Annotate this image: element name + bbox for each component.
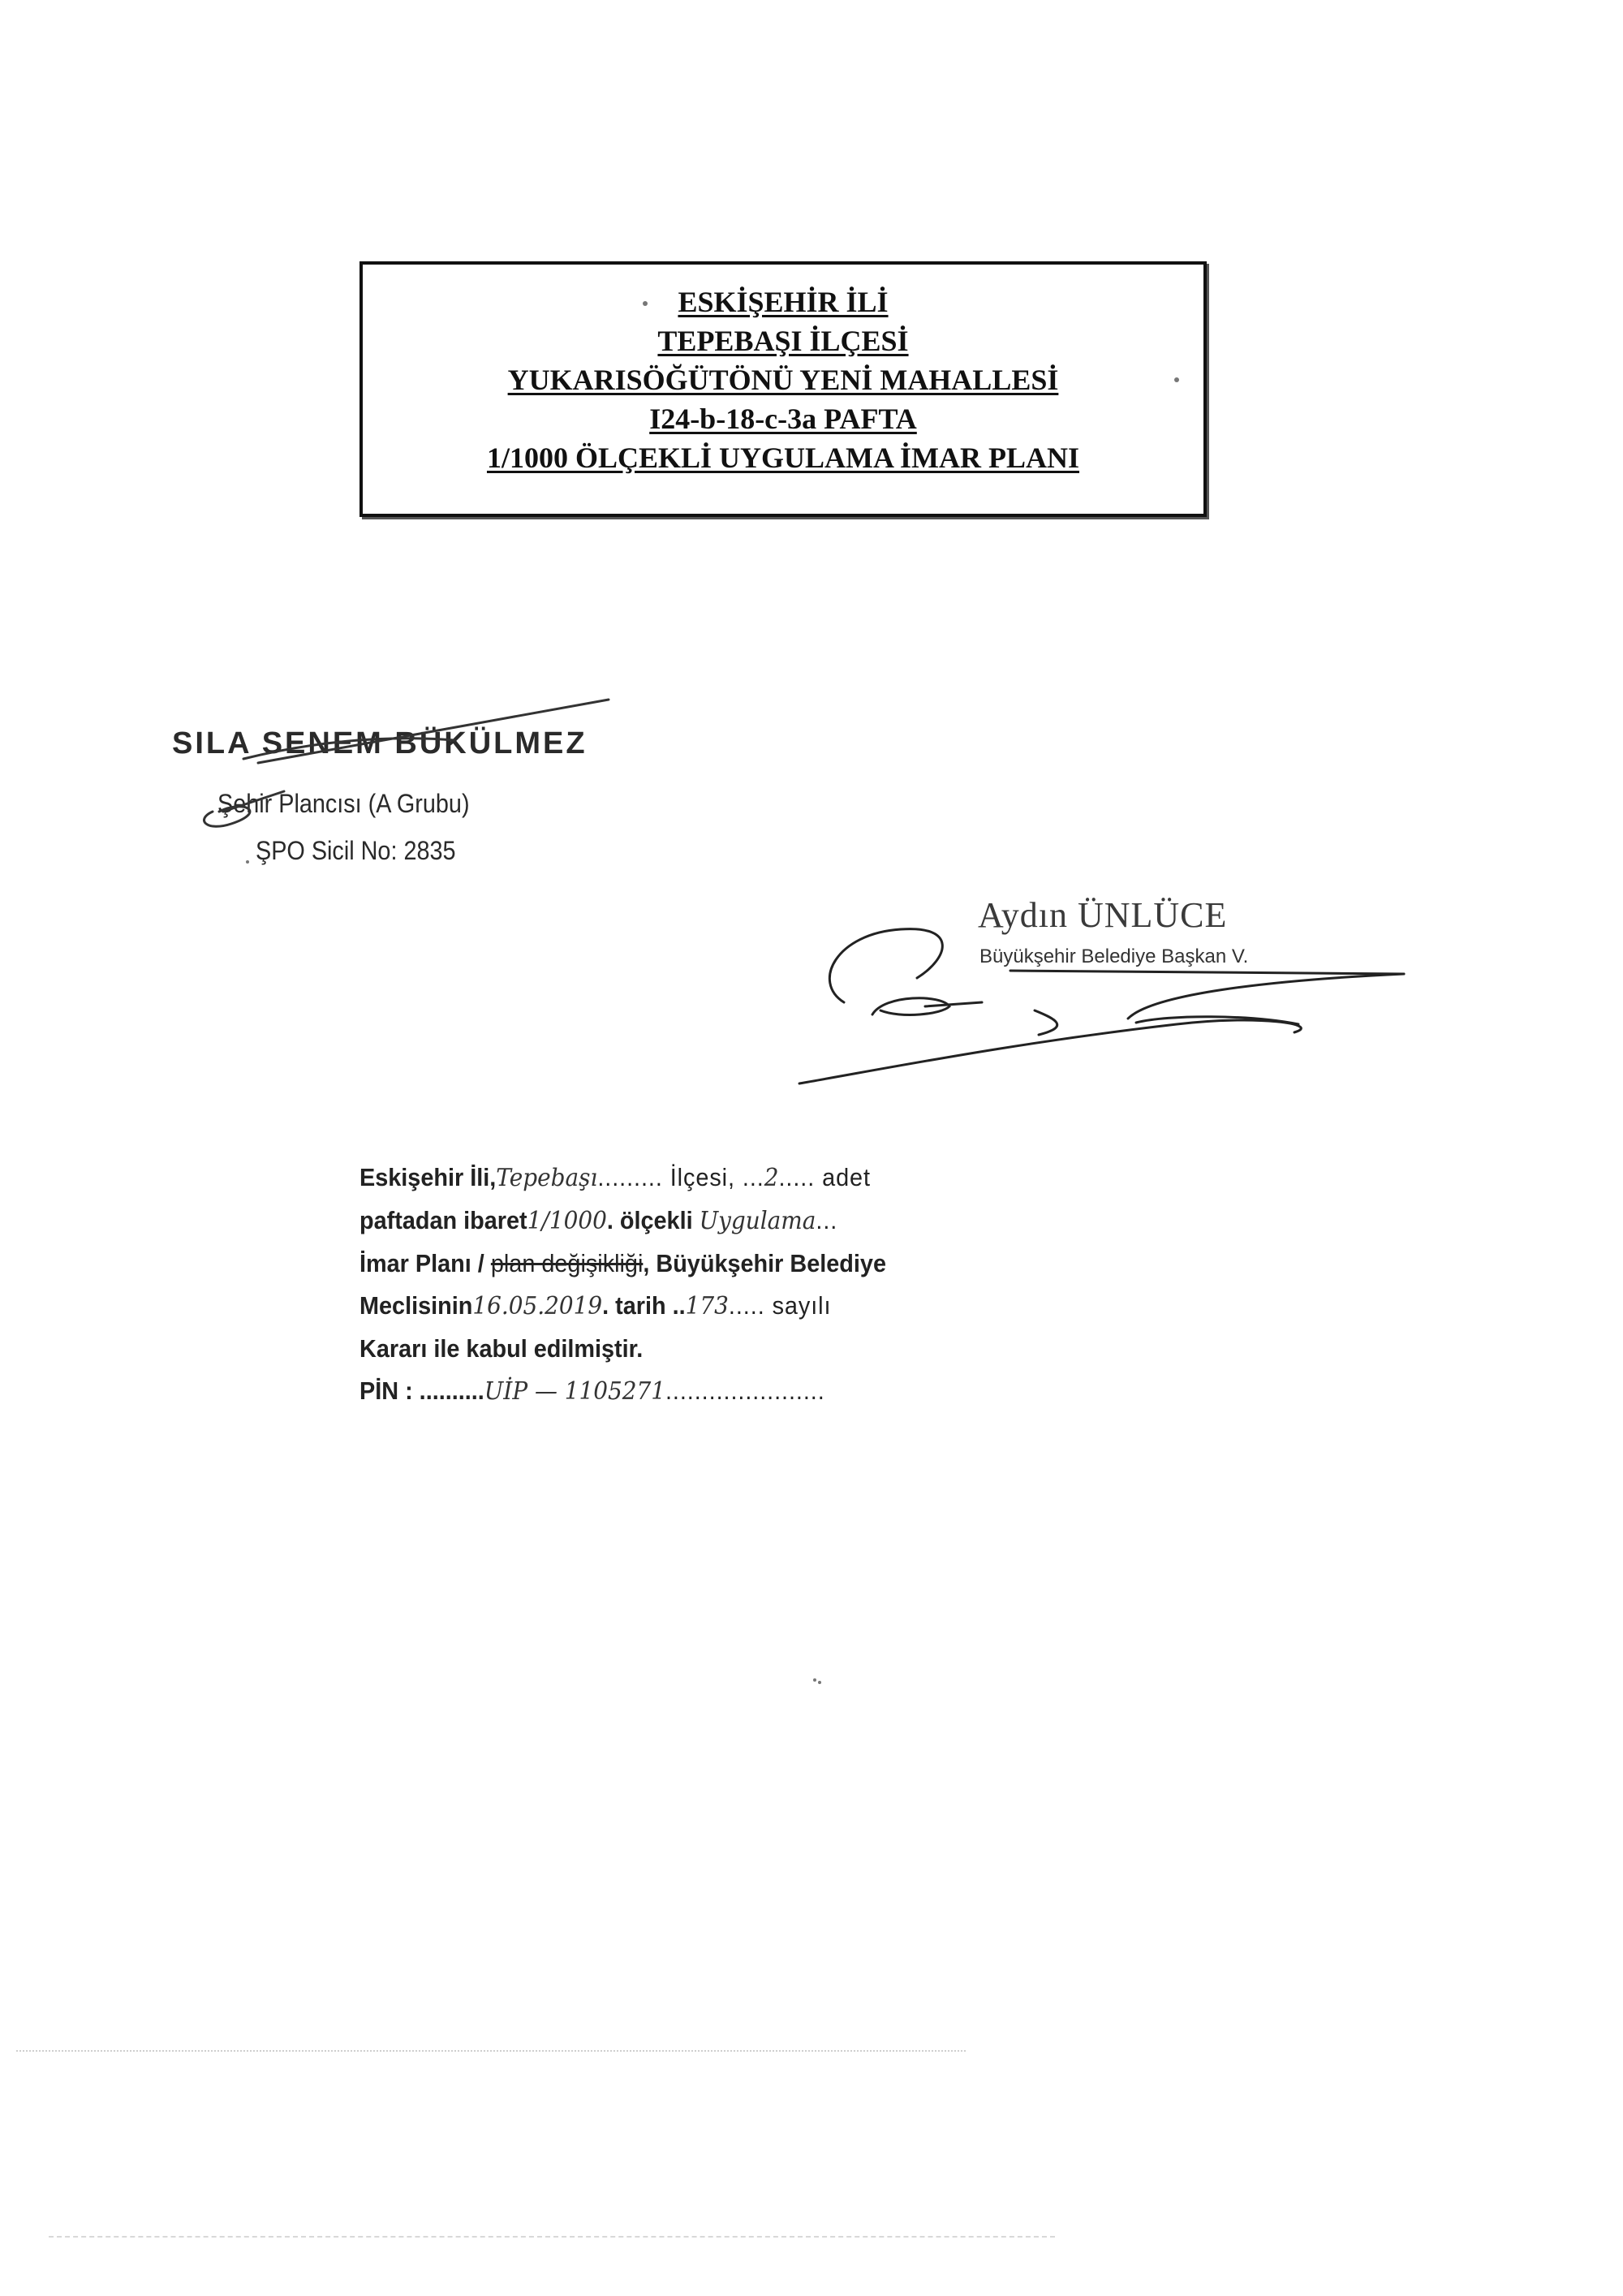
title-line-plan: 1/1000 ÖLÇEKLİ UYGULAMA İMAR PLANI <box>486 442 1080 474</box>
planner-name: SILA SENEM BÜKÜLMEZ <box>172 726 588 760</box>
handwritten-date: 16.05.2019 <box>472 1292 603 1320</box>
scan-specks <box>246 301 1179 1684</box>
approval-text: Meclisinin <box>359 1291 473 1320</box>
struck-plan-change: plan değişikliği <box>490 1249 644 1277</box>
approval-line-5: Kararı ile kabul edilmiştir. <box>359 1334 644 1363</box>
approval-text: ..... sayılı <box>728 1291 832 1320</box>
approval-text: ......... İlçesi, ... <box>597 1163 764 1191</box>
handwritten-scale: 1/1000 <box>527 1207 607 1235</box>
mayor-title: Büyükşehir Belediye Başkan V. <box>979 946 1249 967</box>
handwritten-decision-number: 173 <box>685 1292 729 1320</box>
scan-dotted-line <box>16 2050 966 2052</box>
approval-text: . ölçekli <box>606 1206 693 1234</box>
handwritten-district: Tepebaşı <box>496 1164 598 1192</box>
approval-text: ... <box>816 1206 838 1234</box>
approval-line-1 <box>359 1157 948 1200</box>
planner-registry: ŞPO Sicil No: 2835 <box>256 836 456 865</box>
handwritten-plan-type: Uygulama <box>699 1207 816 1235</box>
title-line-sheet: I24-b-18-c-3a PAFTA <box>649 403 917 435</box>
approval-text: PİN : .......... <box>359 1376 484 1405</box>
mayor-name: Aydın ÜNLÜCE <box>978 895 1228 935</box>
approval-line-3 <box>359 1243 948 1285</box>
handwritten-pin: UİP — 1105271 <box>484 1377 665 1406</box>
approval-text: . tarih .. <box>602 1291 686 1320</box>
approval-text: ...................... <box>665 1376 825 1405</box>
approval-text: ..... adet <box>778 1163 871 1191</box>
approval-block <box>359 1157 948 1413</box>
planner-title: Şehir Plancısı (A Grubu) <box>217 789 470 818</box>
approval-line-2 <box>359 1200 948 1243</box>
title-line-district: TEPEBAŞI İLÇESİ <box>657 325 909 357</box>
title-line-neighborhood: YUKARISÖĞÜTÖNÜ YENİ MAHALLESİ <box>507 364 1059 396</box>
approval-line-6 <box>359 1370 948 1413</box>
approval-text: Eskişehir İli, <box>359 1163 497 1191</box>
approval-text: , Büyükşehir Belediye <box>643 1249 886 1277</box>
handwritten-sheet-count: 2 <box>764 1164 779 1192</box>
title-line-province: ESKİŞEHİR İLİ <box>678 286 889 318</box>
approval-text: İmar Planı / <box>359 1249 484 1277</box>
approval-line-4 <box>359 1285 948 1328</box>
approval-text: paftadan ibaret <box>359 1206 527 1234</box>
scan-bottom-line <box>49 2236 1055 2238</box>
planner-signature <box>204 700 609 826</box>
mayor-signature <box>799 929 1404 1083</box>
